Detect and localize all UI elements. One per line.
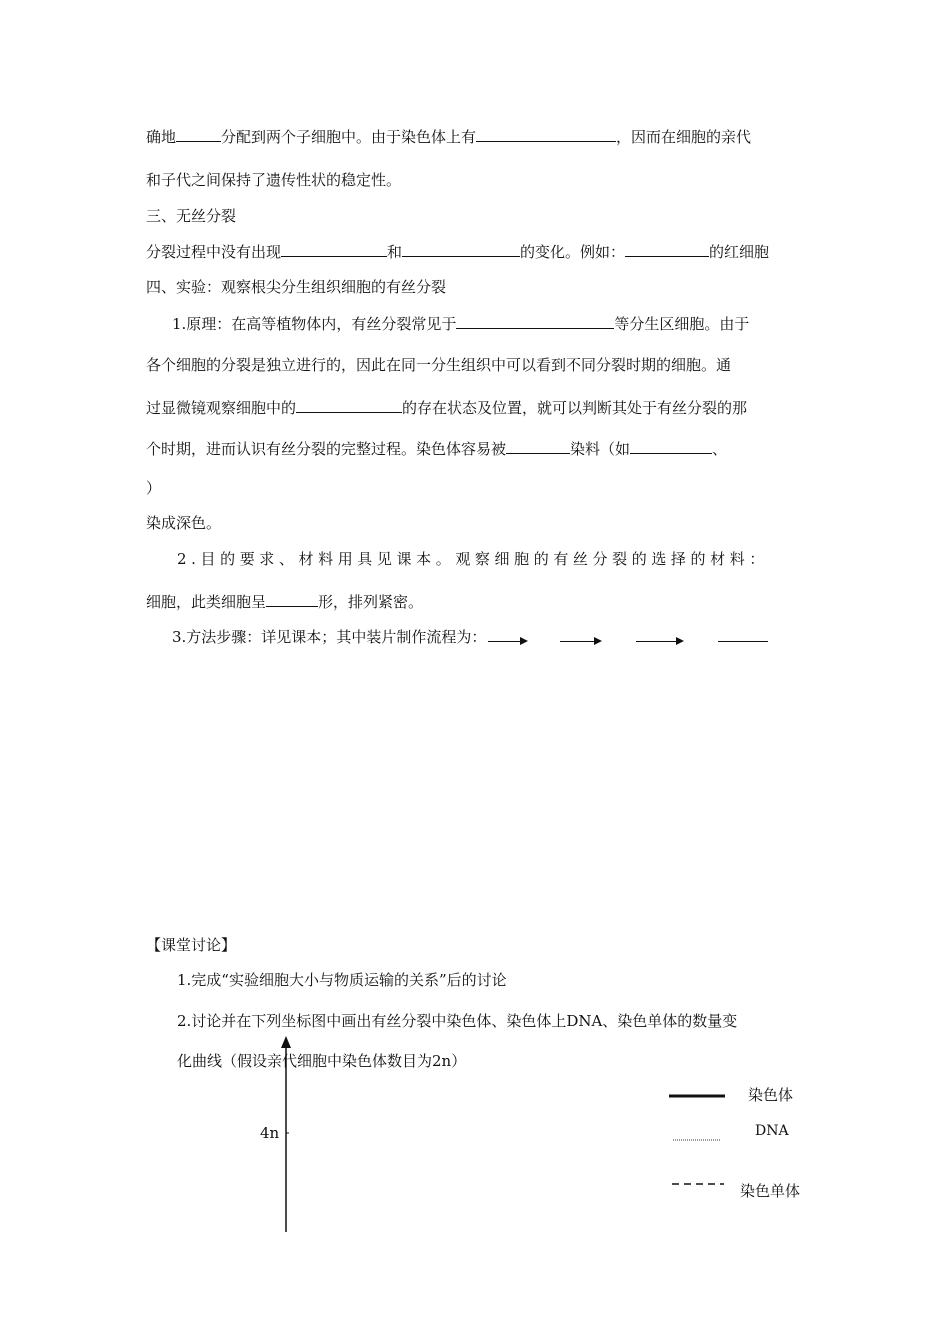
fill-blank[interactable] <box>176 126 221 142</box>
text-segment: 等分生区细胞。由于 <box>614 315 750 333</box>
text-line-principle-6: 染成深色。 <box>146 514 222 532</box>
text-segment: 染料（如 <box>570 440 631 458</box>
legend-solid-line <box>669 1093 725 1099</box>
text-line-cells <box>146 591 423 612</box>
text-line-principle-2: 各个细胞的分裂是独立进行的，因此在同一分生组织中可以看到不同分裂时期的细胞。通 <box>146 356 732 374</box>
legend-dotted-line <box>673 1138 721 1142</box>
discussion-item-1: 1.完成“实验细胞大小与物质运输的关系”后的讨论 <box>177 971 507 989</box>
text-line-amitosis <box>146 241 769 262</box>
text-segment: 3.方法步骤：详见课本；其中装片制作流程为： <box>172 628 487 646</box>
text-segment: 个时期，进而认识有丝分裂的完整过程。染色体容易被 <box>146 440 507 458</box>
flow-step-1-arrow[interactable] <box>488 626 524 642</box>
text-segment: 确地 <box>146 128 177 146</box>
legend-label-chromosome: 染色体 <box>748 1086 794 1104</box>
discussion-item-2-cont: 化曲线（假设亲代细胞中染色体数目为2n） <box>177 1052 467 1070</box>
flow-step-4-blank[interactable] <box>718 626 768 642</box>
fill-blank[interactable] <box>625 241 709 257</box>
text-segment: 、 <box>712 440 728 458</box>
fill-blank[interactable] <box>402 241 520 257</box>
text-line-principle-5: ） <box>146 479 162 497</box>
text-segment: 和 <box>387 243 403 261</box>
fill-blank[interactable] <box>281 241 387 257</box>
text-segment: 的存在状态及位置，就可以判断其处于有丝分裂的那 <box>402 399 748 417</box>
text-line-principle-1 <box>172 313 749 334</box>
fill-blank[interactable] <box>476 126 616 142</box>
text-segment: 的红细胞 <box>709 243 770 261</box>
legend-label-chromatid: 染色单体 <box>740 1182 801 1200</box>
text-segment: 1.原理：在高等植物体内，有丝分裂常见于 <box>172 315 457 333</box>
section-heading-amitosis: 三、无丝分裂 <box>146 207 237 225</box>
text-line-requirements: 2.目的要求、材料用具见课本。观察细胞的有丝分裂的选择的材料： <box>177 550 769 568</box>
discussion-item-2: 2.讨论并在下列坐标图中画出有丝分裂中染色体、染色体上DNA、染色单体的数量变 <box>177 1012 738 1030</box>
text-segment: 分裂过程中没有出现 <box>146 243 282 261</box>
fill-blank[interactable] <box>630 438 712 454</box>
discussion-heading: 【课堂讨论】 <box>146 936 237 954</box>
y-tick-label-4n: 4n <box>260 1124 280 1142</box>
fill-blank[interactable] <box>506 438 570 454</box>
flow-step-2-arrow[interactable] <box>560 626 598 642</box>
text-segment: 分配到两个子细胞中。由于染色体上有 <box>221 128 477 146</box>
section-heading-experiment: 四、实验：观察根尖分生组织细胞的有丝分裂 <box>146 278 447 296</box>
text-line-principle-4 <box>146 438 727 459</box>
text-segment: 的变化。例如： <box>520 243 626 261</box>
legend-label-dna: DNA <box>755 1123 789 1139</box>
flow-step-3-arrow[interactable] <box>636 626 680 642</box>
text-line-1 <box>146 126 751 147</box>
text-segment: ，因而在细胞的亲代 <box>616 128 752 146</box>
fill-blank[interactable] <box>456 313 614 329</box>
fill-blank[interactable] <box>296 397 402 413</box>
text-line-principle-3 <box>146 397 747 418</box>
text-line-method <box>172 626 768 647</box>
text-line-2: 和子代之间保持了遗传性状的稳定性。 <box>146 171 402 189</box>
fill-blank[interactable] <box>266 591 318 607</box>
text-segment: 形，排列紧密。 <box>318 593 424 611</box>
legend-dashed-line <box>672 1182 724 1186</box>
y-axis-arrowhead <box>281 1036 291 1048</box>
text-segment: 细胞，此类细胞呈 <box>146 593 267 611</box>
text-segment: 过显微镜观察细胞中的 <box>146 399 297 417</box>
